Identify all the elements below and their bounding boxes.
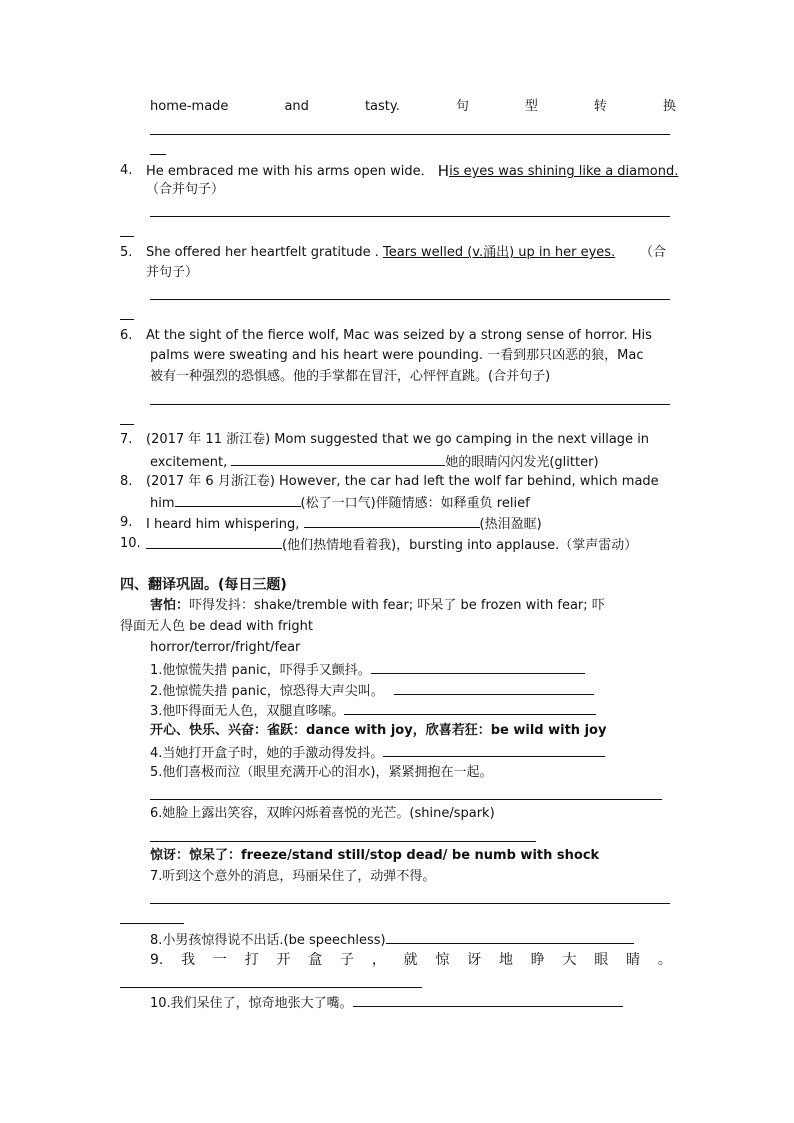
item5-text: She offered her heartfelt gratitude .: [146, 245, 384, 260]
question-9-char: 眼: [594, 952, 609, 968]
item7-pre: excitement,: [150, 455, 232, 470]
item10-line: [146, 535, 637, 555]
answer-blank[interactable]: [353, 993, 623, 1007]
question-9: [150, 951, 672, 969]
fear-line2: 得面无人色 be dead with fright: [120, 619, 313, 634]
answer-blank[interactable]: [146, 535, 282, 549]
question-7: 7.听到这个意外的消息，玛丽呆住了，动弹不得。: [150, 869, 436, 884]
item3-char3: 转: [593, 99, 607, 114]
question-8: [150, 930, 634, 950]
item9-pre: I heard him whispering,: [146, 517, 304, 532]
question-4: [150, 743, 605, 763]
item7-post: 她的眼睛闪闪发光(glitter): [445, 455, 599, 470]
answer-blank[interactable]: [394, 681, 594, 695]
item4-note: （合并句子）: [146, 182, 225, 197]
item6-number: 6.: [120, 328, 133, 343]
item5-note2: 并句子）: [146, 265, 199, 280]
question-6: 6.她脸上露出笑容，双眸闪烁着喜悦的光芒。(shine/spark): [150, 806, 495, 821]
question-10: [150, 993, 623, 1013]
item8-post: (松了一口气)伴随情感：如释重负 relief: [300, 496, 530, 511]
item3-word1: home-made: [150, 99, 229, 114]
item8-line2: [150, 493, 530, 513]
item9-line: [146, 514, 542, 534]
item4-number: 4.: [120, 163, 133, 178]
item3-word3: tasty.: [364, 99, 400, 114]
answer-blank[interactable]: [371, 660, 585, 674]
question-9-char: 子: [340, 952, 355, 968]
item3-char4: 换: [662, 99, 676, 114]
answer-blank[interactable]: [386, 930, 634, 944]
question-2: [150, 681, 594, 701]
question-9-char: 开: [276, 952, 291, 968]
item6-line2: palms were sweating and his heart were pounding. 一看到那只凶恶的狼，Mac: [150, 348, 644, 363]
item7-number: 7.: [120, 432, 133, 447]
answer-blank[interactable]: [383, 743, 605, 757]
item4-cap: H: [437, 162, 450, 180]
surprise-header: 惊讶：惊呆了：freeze/stand still/stop dead/ be numb with shock: [150, 848, 600, 863]
question-9-char: 睛: [626, 952, 641, 968]
question-9-char: 盒: [308, 952, 323, 968]
answer-line-tail[interactable]: [120, 424, 134, 425]
answer-blank[interactable]: [175, 493, 301, 507]
question-9-char: 大: [562, 952, 577, 968]
answer-blank[interactable]: [304, 514, 480, 528]
answer-line[interactable]: [150, 404, 670, 405]
item3-char2: 型: [524, 99, 538, 114]
item5-line1: [146, 244, 615, 262]
question-9-char: 我: [181, 952, 196, 968]
item8-number: 8.: [120, 474, 133, 489]
item10-post: (他们热情地看着我)，bursting into applause.（掌声雷动）: [282, 538, 638, 553]
fear-text: 吓得发抖：shake/tremble with fear; 吓呆了 be frozen with fear; 吓: [189, 598, 605, 613]
question-3: [150, 701, 596, 721]
item5-underlined: Tears welled (v.涌出) up in her eyes.: [383, 245, 616, 260]
item6-line1: At the sight of the fierce wolf, Mac was seized by a strong sense of horror. His: [146, 328, 652, 343]
question-8-text: 8.小男孩惊得说不出话.(be speechless): [150, 933, 386, 948]
item3-line: [150, 98, 676, 116]
question-5: 5.他们喜极而泣（眼里充满开心的泪水)，紧紧拥抱在一起。: [150, 765, 493, 780]
question-3-text: 3.他吓得面无人色，双腿直哆嗦。: [150, 704, 345, 719]
answer-blank[interactable]: [231, 452, 445, 466]
item4-text: He embraced me with his arms open wide．: [146, 164, 434, 179]
question-2-text: 2.他惊慌失措 panic，惊恐得大声尖叫。: [150, 684, 384, 699]
item9-number: 9.: [120, 515, 133, 530]
item5-note1: （合: [640, 245, 667, 260]
answer-line[interactable]: [150, 134, 670, 135]
answer-line[interactable]: [150, 299, 670, 300]
item3-char1: 句: [455, 99, 469, 114]
item7-line1: (2017 年 11 浙江卷) Mom suggested that we go camping in the next village in: [146, 432, 650, 447]
question-4-text: 4.当她打开盒子时，她的手激动得发抖。: [150, 746, 384, 761]
item4-underlined: [438, 164, 679, 179]
section4-heading: 四、翻译巩固。(每日三题): [120, 577, 287, 593]
question-9-char: 睁: [530, 952, 545, 968]
question-9-char: 就: [403, 952, 418, 968]
item6-line3: 被有一种强烈的恐惧感。他的手掌都在冒汗，心怦怦直跳。(合并句子): [150, 369, 551, 384]
fear-line1: [150, 597, 605, 615]
question-9-char: 。: [657, 952, 672, 968]
item5-number: 5.: [120, 245, 133, 260]
item4-line1: [146, 162, 678, 181]
answer-line[interactable]: [150, 799, 662, 800]
answer-line-tail[interactable]: [120, 923, 184, 924]
question-9-char: ，: [371, 952, 386, 968]
question-9-char: 一: [212, 952, 227, 968]
question-1-text: 1.他惊慌失措 panic，吓得手又颤抖。: [150, 663, 371, 678]
item3-word2: and: [284, 99, 309, 114]
question-1: [150, 660, 585, 680]
item7-line2: [150, 452, 599, 472]
fear-label: 害怕：: [150, 598, 190, 613]
item10-number: 10.: [120, 536, 141, 551]
question-9-char: 9.: [150, 952, 164, 968]
answer-line-tail[interactable]: [150, 154, 166, 155]
answer-blank[interactable]: [344, 701, 596, 715]
question-10-text: 10.我们呆住了，惊奇地张大了嘴。: [150, 996, 353, 1011]
answer-line[interactable]: [120, 987, 422, 988]
item9-post: (热泪盈眶): [479, 517, 542, 532]
fear-words: horror/terror/fright/fear: [150, 640, 301, 655]
item8-pre: him: [150, 496, 175, 511]
answer-line-tail[interactable]: [120, 236, 134, 237]
joy-header: 开心、快乐、兴奋：雀跃：dance with joy，欣喜若狂：be wild with joy: [150, 723, 607, 738]
question-9-char: 惊: [435, 952, 450, 968]
answer-line[interactable]: [150, 216, 670, 217]
question-9-char: 地: [498, 952, 513, 968]
question-9-char: 讶: [467, 952, 482, 968]
item8-line1: (2017 年 6 月浙江卷) However, the car had left the wolf far behind, which made: [146, 474, 659, 489]
item4-underlined-text: is eyes was shining like a diamond.: [449, 164, 679, 179]
question-9-char: 打: [244, 952, 259, 968]
answer-line[interactable]: [150, 903, 670, 904]
answer-line[interactable]: [150, 841, 536, 842]
answer-line-tail[interactable]: [120, 319, 134, 320]
